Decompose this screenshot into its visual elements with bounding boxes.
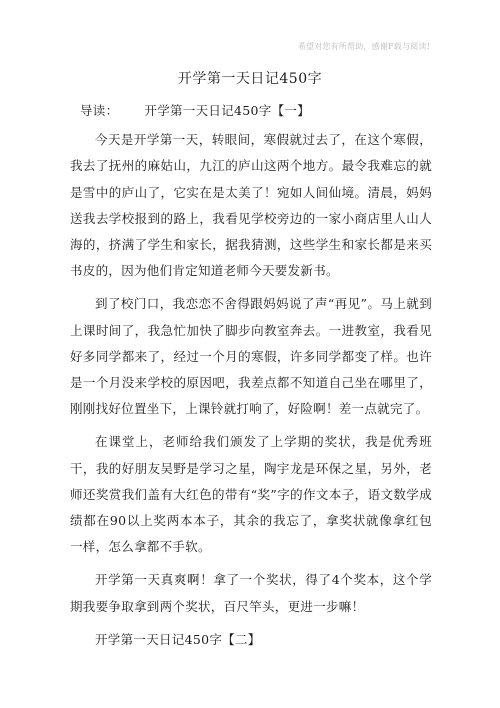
section-heading: 开学第一天日记450字【二】 (95, 631, 261, 647)
document-body (70, 98, 432, 653)
guide-line (80, 98, 432, 124)
guide-text: 开学第一天日记450字【一】 (144, 103, 310, 118)
paragraph-3: 在课堂上，老师给我们颁发了上学期的奖状，我是优秀班干，我的好朋友吴野是学习之星，陶宇龙是环保之星，另外，老师还奖赏我们盖有大红色的带有“奖”字的作文本子，语文数学成绩都在90以上奖两本本子，其余的我忘了，拿奖状就像拿红包一样，怎么拿都不手软。 (70, 434, 432, 555)
paragraph-2: 到了校门口，我恋恋不舍得跟妈妈说了声“再见”。马上就到上课时间了，我急忙加快了脚步向教室奔去。一进教室，我看见好多同学都来了，经过一个月的寒假，许多同学都变了样。也许是一个月没来学校的原因吧，我差点都不知道自己坐在哪里了，刚刚找好位置坐下，上课铃就打响了，好险啊！差一点就完了。 (70, 296, 432, 417)
document-title: 开学第一天日记450字 (177, 71, 323, 87)
guide-label: 导读： (80, 103, 119, 118)
paragraph-1: 今天是开学第一天，转眼间，寒假就过去了，在这个寒假，我去了抚州的麻姑山，九江的庐山这两个地方。最令我难忘的就是雪中的庐山了，它实在是太美了！宛如人间仙境。清晨，妈妈送我去学校报到的路上，我看见学校旁边的一家小商店里人山人海的，挤满了学生和家长，据我猜测，这些学生和家长都是来买书皮的，因为他们肯定知道老师今天要发新书。 (70, 132, 432, 279)
paragraph-4: 开学第一天真爽啊！拿了一个奖状，得了4个奖本，这个学期我要争取拿到两个奖状，百尺竿头，更进一步嘛！ (70, 572, 432, 614)
watermark-text: 希望对您有所帮助，感谢F载与阅读! (297, 42, 430, 51)
